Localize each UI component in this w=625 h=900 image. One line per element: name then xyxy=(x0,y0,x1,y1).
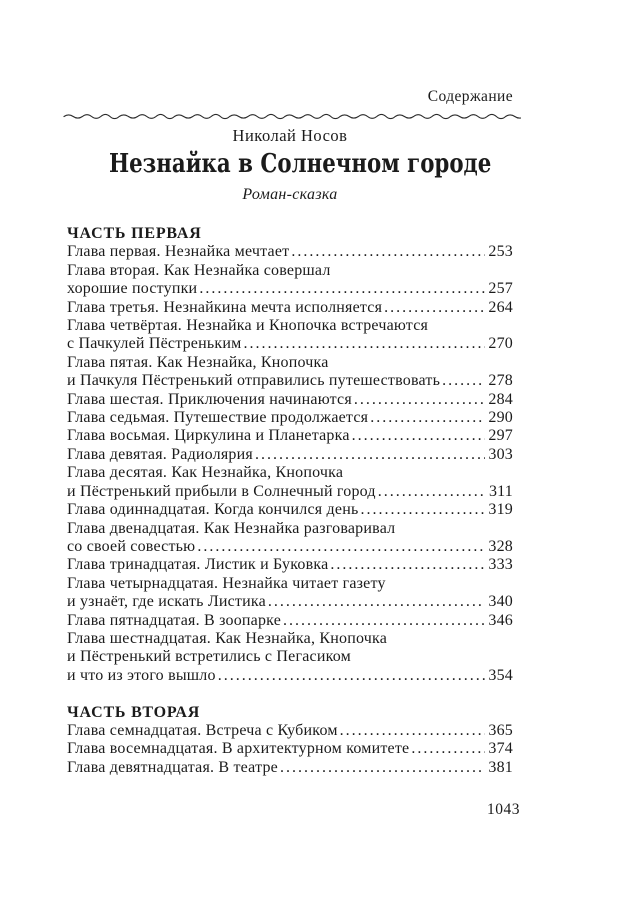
toc-page-number: 284 xyxy=(488,390,513,408)
toc-entry-text: Глава четырнадцатая. Незнайка читает газету xyxy=(67,574,386,592)
toc-page-number: 374 xyxy=(488,740,513,758)
wavy-divider xyxy=(63,110,521,122)
toc-page-number: 270 xyxy=(488,335,513,353)
toc-entry-line xyxy=(67,593,513,611)
toc-dot-leader xyxy=(338,722,485,740)
toc-entry-text: Глава шестнадцатая. Как Незнайка, Кнопочка xyxy=(67,629,388,647)
toc-dot-leader xyxy=(216,667,485,685)
toc-dot-leader xyxy=(382,299,485,317)
toc-entry-line xyxy=(67,317,513,335)
toc-entry-line xyxy=(67,483,513,501)
toc-dot-leader xyxy=(328,556,485,574)
toc-entry-text: и Пёстренький встретились с Пегасиком xyxy=(67,648,351,666)
toc-page-number: 354 xyxy=(488,666,513,684)
toc-entry-line xyxy=(67,446,513,464)
toc-entry-text: Глава двенадцатая. Как Незнайка разговаривал xyxy=(67,519,396,537)
toc-entry-line xyxy=(67,740,513,758)
toc-page-number: 311 xyxy=(488,482,513,500)
toc-page-number: 264 xyxy=(488,298,513,316)
toc-entry-line xyxy=(67,575,513,593)
toc-entry-line xyxy=(67,299,513,317)
toc-section-heading: ЧАСТЬ ПЕРВАЯ xyxy=(67,225,202,242)
toc-page-number: 257 xyxy=(488,280,513,298)
toc-entry-line xyxy=(67,280,513,298)
toc-entry-text: Глава десятая. Как Незнайка, Кнопочка xyxy=(67,464,344,482)
toc-entry-line xyxy=(67,501,513,519)
toc-entry-text: Глава тринадцатая. Листик и Буковка xyxy=(67,556,329,574)
toc-page-number: 253 xyxy=(488,243,513,261)
toc-entry-line xyxy=(67,427,513,445)
toc-entry-line xyxy=(67,335,513,353)
toc-dot-leader xyxy=(368,409,485,427)
title-block xyxy=(67,126,513,204)
toc-dot-leader xyxy=(376,483,485,501)
toc-dot-leader xyxy=(440,372,485,390)
toc-entry-text: со своей совестью xyxy=(67,537,196,555)
toc-page-number: 346 xyxy=(488,611,513,629)
toc-dot-leader xyxy=(350,427,485,445)
toc-entry-line xyxy=(67,538,513,556)
toc-entry-line xyxy=(67,520,513,538)
toc-entry-text: Глава третья. Незнайкина мечта исполняется xyxy=(67,298,383,316)
toc-entry-line xyxy=(67,354,513,372)
toc-entry-line xyxy=(67,630,513,648)
toc-entry-line xyxy=(67,648,513,666)
toc xyxy=(67,225,513,777)
folio-page-number: 1043 xyxy=(487,801,520,818)
toc-page-number: 328 xyxy=(488,537,513,555)
toc-entry-line xyxy=(67,409,513,427)
toc-entry-text: Глава девятая. Радиолярия xyxy=(67,445,253,463)
toc-dot-leader xyxy=(289,243,485,261)
toc-dot-leader xyxy=(352,391,485,409)
toc-dot-leader xyxy=(358,501,485,519)
toc-entry-line xyxy=(67,372,513,390)
toc-page-number: 319 xyxy=(488,501,513,519)
toc-entry-text: с Пачкулей Пёстреньким xyxy=(67,335,242,353)
toc-entry-text: Глава пятнадцатая. В зоопарке xyxy=(67,611,282,629)
toc-dot-leader xyxy=(278,759,485,777)
toc-entry-text: Глава первая. Незнайка мечтает xyxy=(67,243,290,261)
toc-dot-leader xyxy=(281,612,485,630)
toc-entry-line xyxy=(67,262,513,280)
toc-entry-line xyxy=(67,722,513,740)
toc-entry-text: Глава пятая. Как Незнайка, Кнопочка xyxy=(67,353,329,371)
toc-entry-text: Глава седьмая. Путешествие продолжается xyxy=(67,409,369,427)
toc-page-number: 340 xyxy=(488,593,513,611)
toc-section-heading: ЧАСТЬ ВТОРАЯ xyxy=(67,703,201,721)
toc-entry-text: и Пачкуля Пёстренький отправились путешествовать xyxy=(67,372,441,390)
toc-entry-text: и Пёстренький прибыли в Солнечный город xyxy=(67,482,376,500)
book-subtitle: Роман-сказка xyxy=(242,186,338,203)
toc-entry-line xyxy=(67,391,513,409)
toc-entry-text: Глава семнадцатая. Встреча с Кубиком xyxy=(67,721,338,739)
toc-entry-line xyxy=(67,464,513,482)
toc-page-number: 290 xyxy=(488,409,513,427)
toc-page-number: 333 xyxy=(488,556,513,574)
toc-entry-text: Глава одиннадцатая. Когда кончился день xyxy=(67,501,359,519)
toc-entry-text: и узнаёт, где искать Листика xyxy=(67,593,266,611)
toc-entry-text: Глава шестая. Приключения начинаются xyxy=(67,390,352,408)
running-header: Содержание xyxy=(427,88,513,105)
toc-entry-text: Глава вторая. Как Незнайка совершал xyxy=(67,261,331,279)
toc-dot-leader xyxy=(195,538,485,556)
toc-dot-leader xyxy=(409,740,485,758)
wavy-divider-path xyxy=(64,114,521,118)
toc-entry-line xyxy=(67,667,513,685)
toc-page-number: 381 xyxy=(488,758,513,776)
toc-dot-leader xyxy=(253,446,485,464)
toc-entry-text: и что из этого вышло xyxy=(67,666,216,684)
toc-page-number: 278 xyxy=(488,372,513,390)
toc-dot-leader xyxy=(197,280,485,298)
toc-entry-line xyxy=(67,556,513,574)
toc-entry-text: Глава девятнадцатая. В театре xyxy=(67,758,278,776)
toc-entry-text: Глава восемнадцатая. В архитектурном комитете xyxy=(67,740,410,758)
toc-page-number: 297 xyxy=(488,427,513,445)
toc-entry-text: Глава четвёртая. Незнайка и Кнопочка встречаются xyxy=(67,317,429,335)
toc-entry-text: хорошие поступки xyxy=(67,280,198,298)
book-title-text: Незнайка в Солнечном городе xyxy=(108,149,492,179)
toc-dot-leader xyxy=(241,335,485,353)
author-name: Николай Носов xyxy=(232,126,348,145)
toc-entry-line xyxy=(67,243,513,261)
book-title xyxy=(67,149,513,179)
toc-entry-text: Глава восьмая. Циркулина и Планетарка xyxy=(67,427,350,445)
toc-entry-line xyxy=(67,759,513,777)
toc-page-number: 365 xyxy=(488,721,513,739)
toc-dot-leader xyxy=(266,593,485,611)
toc-page-number: 303 xyxy=(488,445,513,463)
toc-entry-line xyxy=(67,612,513,630)
